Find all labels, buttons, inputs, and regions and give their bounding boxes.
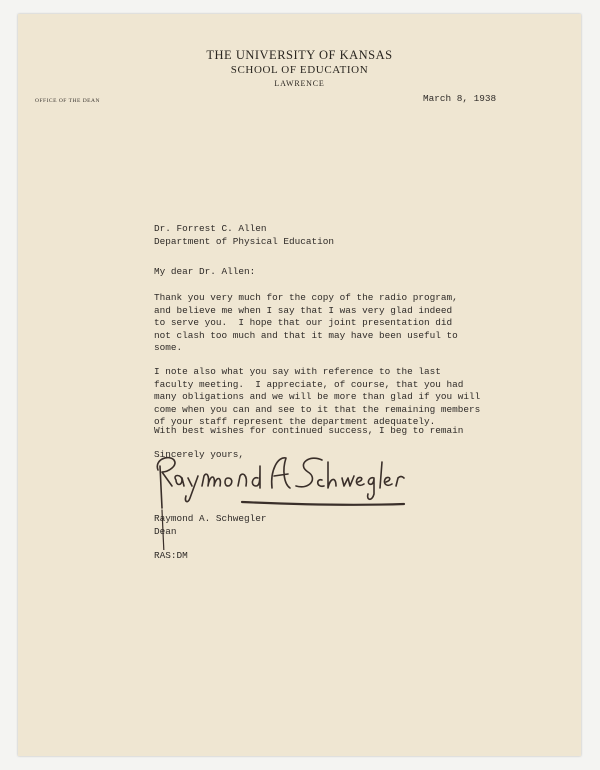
signer-title: Dean	[154, 525, 177, 537]
salutation: My dear Dr. Allen:	[154, 266, 256, 277]
body-paragraph-1: Thank you very much for the copy of the radio program, and believe me when I say that I was very glad indeed to serve you. I hope that our joint presentation did not clash too much and that it may have been useful to some.	[154, 292, 458, 354]
school-name: SCHOOL OF EDUCATION	[230, 64, 369, 76]
body-paragraph-2: I note also what you say with reference to the last faculty meeting. I appreciate, of course, that you had many obligations and we will be more than glad if you will come when you can and see to it that the remaining members of your staff represent the department adequately.	[154, 366, 481, 428]
office-of-dean-label: OFFICE OF THE DEAN	[35, 98, 100, 104]
signer-name: Raymond A. Schwegler	[154, 513, 267, 524]
recipient-department: Department of Physical Education	[154, 235, 335, 247]
signer-block	[154, 513, 267, 538]
closing-line: With best wishes for continued success, I beg to remain	[154, 425, 464, 436]
letter-date: March 8, 1938	[423, 93, 497, 104]
complimentary-close: Sincerely yours,	[154, 449, 245, 460]
university-name: THE UNIVERSITY OF KANSAS	[206, 48, 393, 62]
recipient-name: Dr. Forrest C. Allen	[154, 223, 267, 234]
letterhead	[18, 48, 581, 91]
reference-initials: RAS:DM	[154, 550, 188, 561]
recipient-address	[154, 223, 334, 248]
city-name: LAWRENCE	[274, 79, 325, 88]
letter-page	[18, 14, 581, 756]
